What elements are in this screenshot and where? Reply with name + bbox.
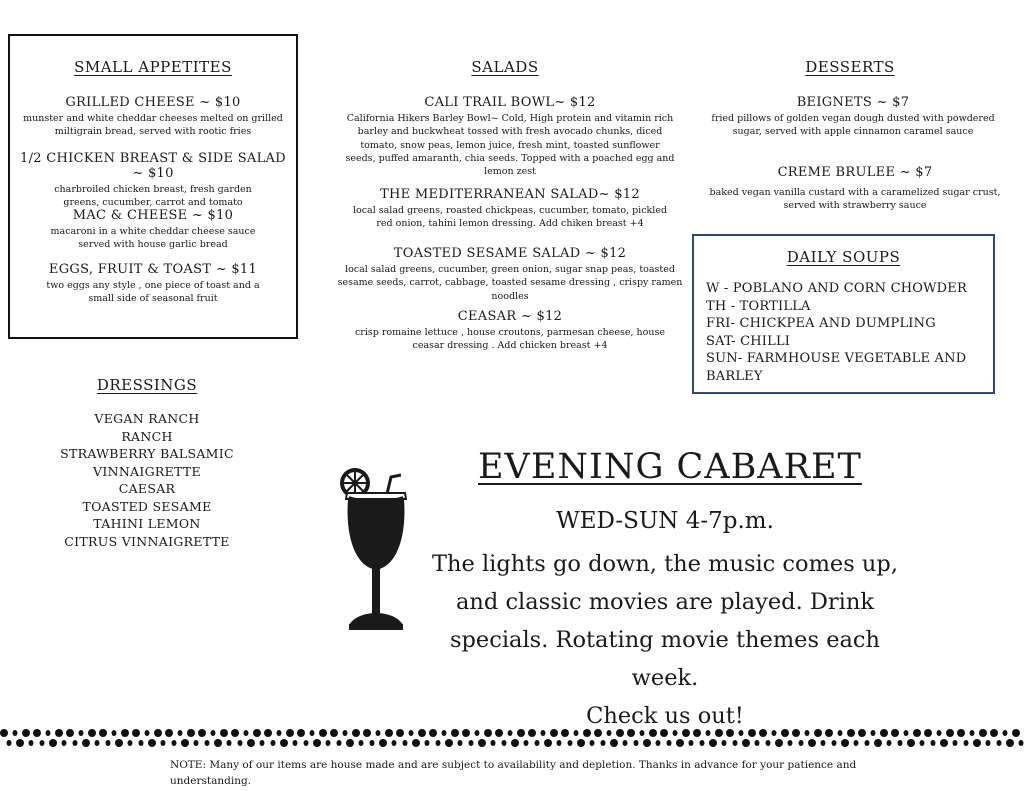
item-description: California Hikers Barley Bowl~ Cold, High protein and vitamin rich barley and buckwheat tossed with fresh avocado chunks, diced tomato, snow peas, lemon juice, fresh mint, toasted sunflower seeds, puffed amaranth, chia seeds. Topped with a poached egg and lemon zest <box>345 113 675 178</box>
item-name: CEASAR ~ $12 <box>457 309 563 324</box>
soup-item: SUN- FARMHOUSE VEGETABLE AND BARLEY <box>706 351 967 384</box>
menu-item-mediterranean-salad <box>335 187 685 231</box>
item-name: THE MEDITERRANEAN SALAD~ $12 <box>380 187 640 202</box>
menu-item-creme-brulee <box>705 165 1005 213</box>
soup-item: SAT- CHILLI <box>706 333 791 349</box>
item-name: CALI TRAIL BOWL~ $12 <box>424 95 596 110</box>
menu-item-beignets <box>698 95 1008 139</box>
salads-title: SALADS <box>471 58 539 76</box>
menu-item-mac-cheese <box>18 208 288 252</box>
small-appetites-title: SMALL APPETITES <box>74 58 232 76</box>
daily-soups-title: DAILY SOUPS <box>786 248 901 266</box>
item-name: BEIGNETS ~ $7 <box>796 95 910 110</box>
dotted-divider <box>0 727 1024 749</box>
dressing-item: RANCH <box>121 428 173 444</box>
item-description: local salad greens, roasted chickpeas, cucumber, tomato, pickled red onion, tahini lemon dressing. Add chiken breast +4 <box>352 205 668 230</box>
dressing-item: TAHINI LEMON <box>93 516 201 531</box>
dressing-item: CAESAR <box>118 481 176 496</box>
soup-list <box>706 280 993 385</box>
dressing-item: VEGAN RANCH <box>94 411 200 426</box>
cabaret-line: Check us out! <box>586 703 744 729</box>
item-description: charbroiled chicken breast, fresh garden greens, cucumber, carrot and tomato <box>54 184 252 209</box>
item-name: TOASTED SESAME SALAD ~ $12 <box>393 246 627 261</box>
item-name: GRILLED CHEESE ~ $10 <box>65 95 241 110</box>
dressings-title: DRESSINGS <box>96 376 198 394</box>
cabaret-line: and classic movies are played. Drink <box>455 589 875 615</box>
item-description: macaroni in a white cheddar cheese sauce served with house garlic bread <box>50 226 256 251</box>
cabaret-line: The lights go down, the music comes up, <box>432 551 898 577</box>
soup-item: W - POBLANO AND CORN CHOWDER <box>706 281 967 296</box>
dressing-item: TOASTED SESAME <box>82 498 212 514</box>
menu-item-cali-trail-bowl <box>345 95 675 178</box>
menu-item-grilled-cheese <box>18 95 288 139</box>
dressing-item: STRAWBERRY BALSAMIC VINNAIGRETTE <box>60 446 234 479</box>
soup-item: TH - TORTILLA <box>706 298 811 314</box>
note-line: understanding. <box>170 775 252 787</box>
menu-item-ceasar <box>335 309 685 353</box>
cabaret-hours: WED-SUN 4-7p.m. <box>556 508 774 534</box>
item-description: local salad greens, cucumber, green onion, sugar snap peas, toasted sesame seeds, carrot, cabbage, toasted sesame dressing , crispy ramen noodles <box>337 264 683 302</box>
item-name: 1/2 CHICKEN BREAST & SIDE SALAD ~ $10 <box>20 151 286 181</box>
item-name: CREME BRULEE ~ $7 <box>777 165 933 180</box>
menu-item-eggs-fruit-toast <box>18 262 288 306</box>
footer-note <box>170 757 860 789</box>
desserts-title: DESSERTS <box>805 58 895 76</box>
item-description: two eggs any style , one piece of toast and a small side of seasonal fruit <box>46 280 260 305</box>
daily-soups-box <box>692 234 995 394</box>
cocktail-glass-icon <box>335 465 415 635</box>
cabaret-title: EVENING CABARET <box>478 447 862 487</box>
menu-item-toasted-sesame-salad <box>335 246 685 303</box>
item-name: EGGS, FRUIT & TOAST ~ $11 <box>48 262 258 277</box>
dressings-list <box>12 410 282 550</box>
item-description: crisp romaine lettuce , house croutons, parmesan cheese, house ceasar dressing . Add chicken breast +4 <box>354 327 666 352</box>
item-name: MAC & CHEESE ~ $10 <box>72 208 234 223</box>
note-line: NOTE: Many of our items are house made and are subject to availability and depletion. Thanks in advance for your patience and <box>170 759 857 771</box>
item-description: munster and white cheddar cheeses melted on grilled miltigrain bread, served with rootic fries <box>23 113 283 138</box>
soup-item: FRI- CHICKPEA AND DUMPLING <box>706 316 936 331</box>
cabaret-description <box>420 545 910 735</box>
cabaret-line: specials. Rotating movie themes each week. <box>449 627 881 691</box>
item-description: baked vegan vanilla custard with a caramelized sugar crust, served with strawberry sauce <box>709 187 1001 212</box>
dressing-item: CITRUS VINNAIGRETTE <box>64 533 230 549</box>
menu-item-chicken-breast-salad <box>18 151 288 210</box>
item-description: fried pillows of golden vegan dough dusted with powdered sugar, served with apple cinnamon caramel sauce <box>711 113 995 138</box>
